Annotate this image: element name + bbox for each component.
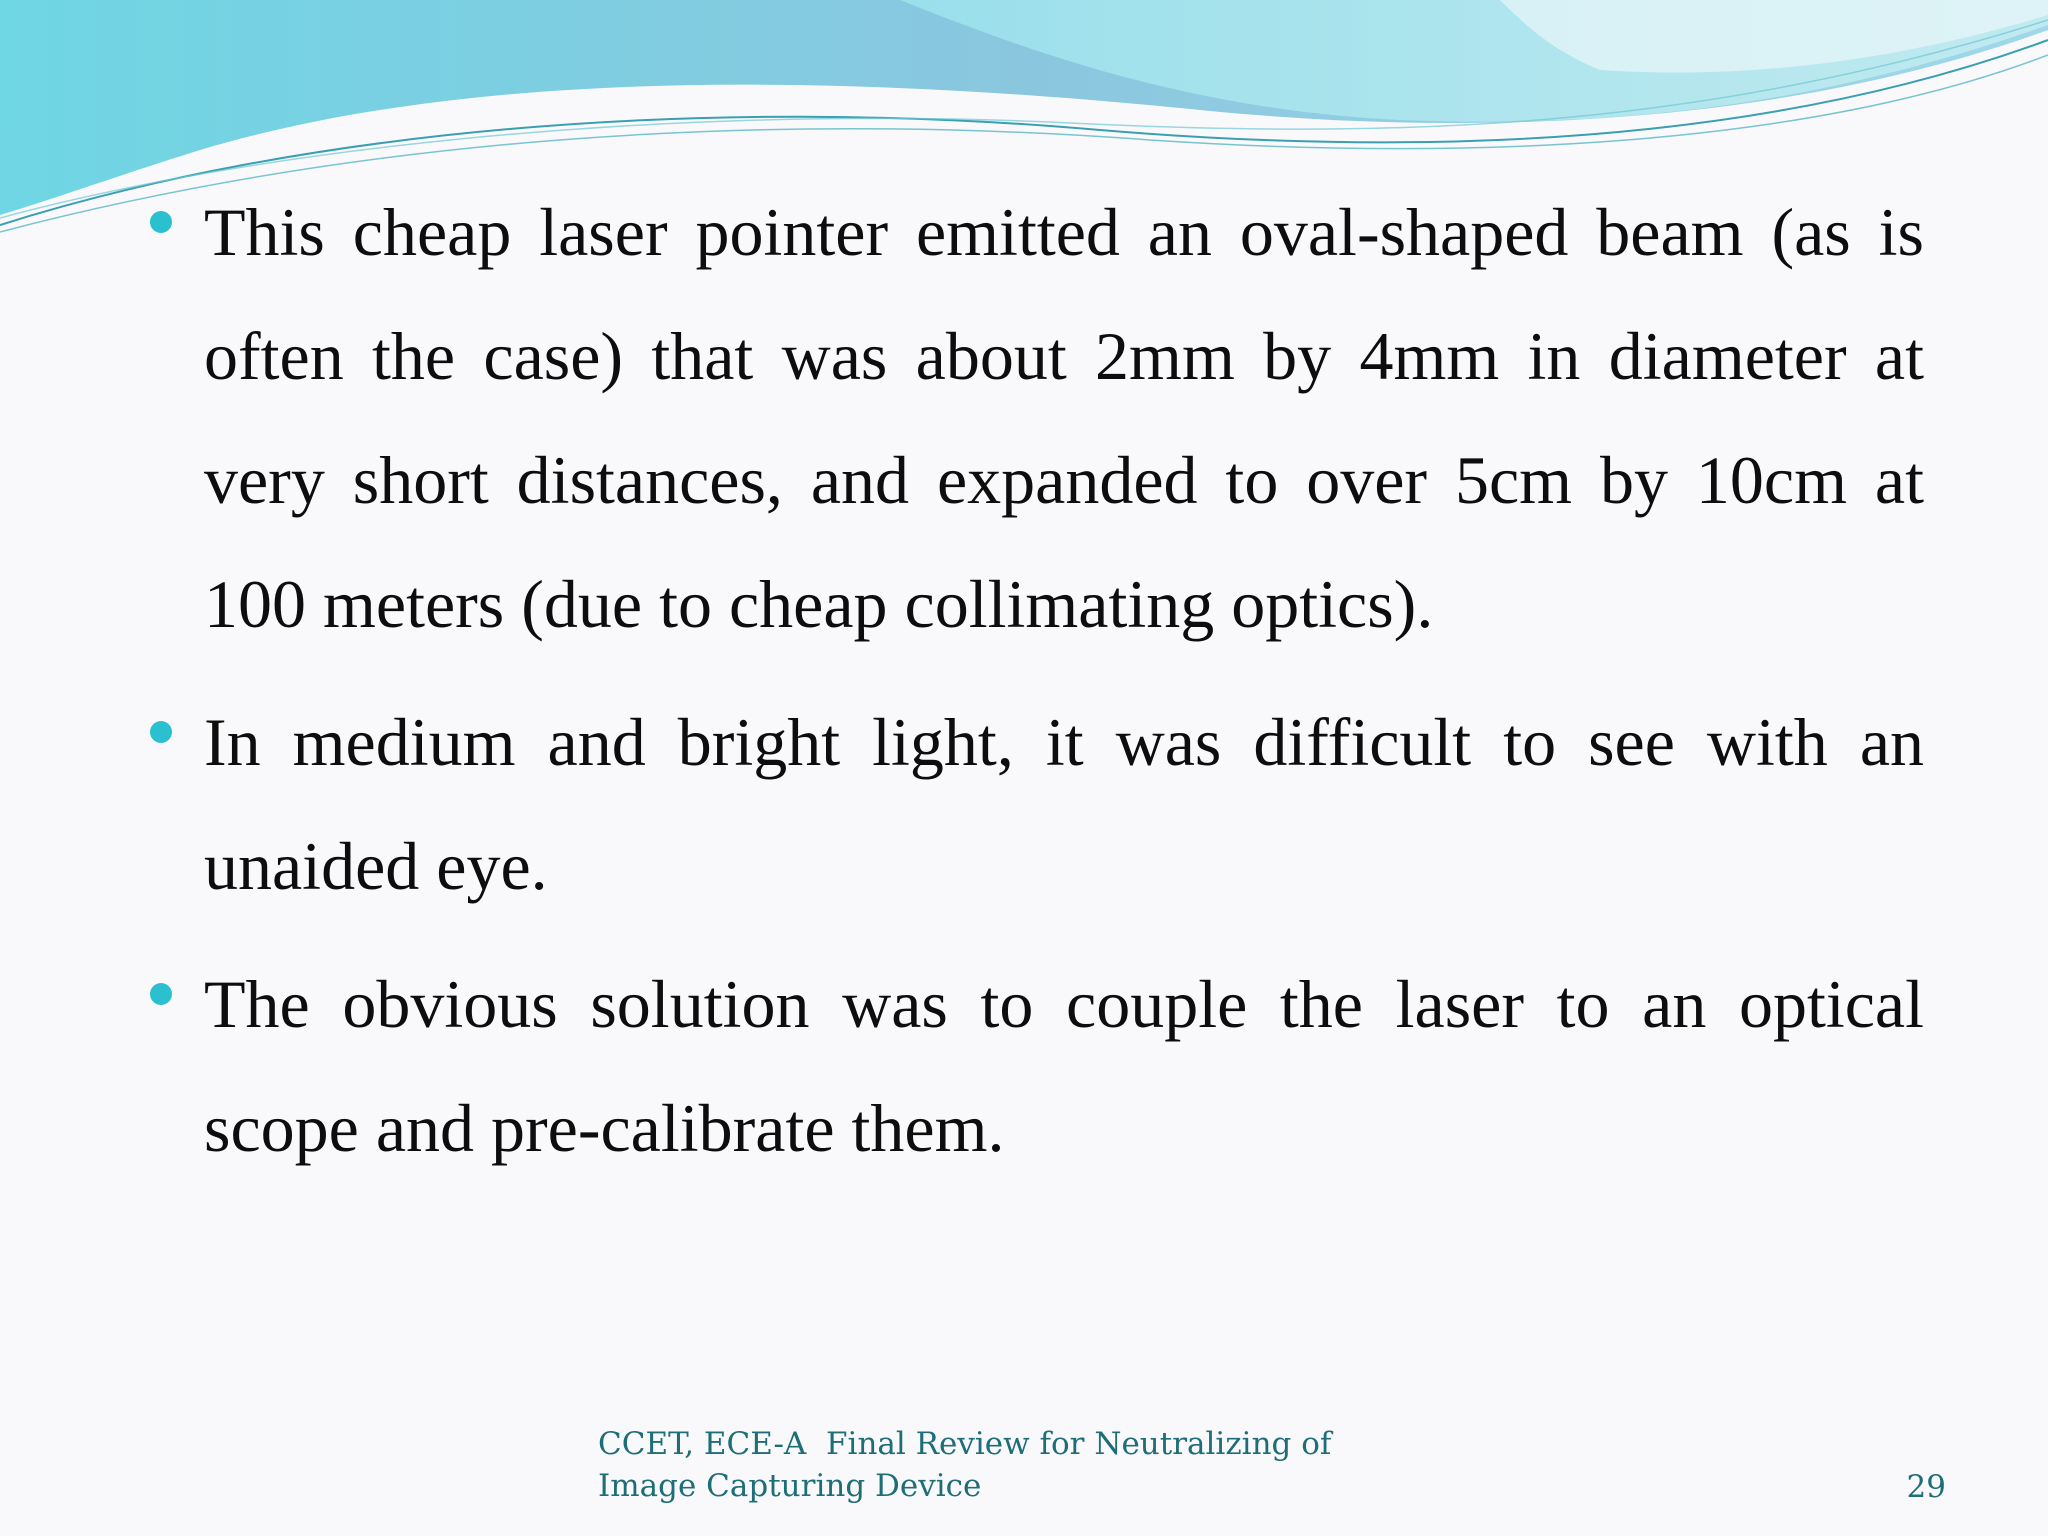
bullet-dot-icon — [150, 211, 172, 233]
bullet-text: This cheap laser pointer emitted an oval-shaped beam (as is often the case) that was about 2mm by 4mm in diameter at very short distances, and expanded to over 5cm by 10cm at 100 meters (due to cheap collimating optics). — [204, 194, 1924, 642]
page-number: 29 — [1906, 1469, 1946, 1505]
bullet-item — [138, 170, 1924, 666]
bullet-item — [138, 942, 1924, 1190]
bullet-text: The obvious solution was to couple the laser to an optical scope and pre-calibrate them. — [204, 966, 1924, 1166]
bullet-dot-icon — [150, 983, 172, 1005]
slide-footer — [598, 1423, 1358, 1507]
bullet-dot-icon — [150, 721, 172, 743]
bullet-item — [138, 680, 1924, 928]
bullet-list — [138, 170, 1924, 1204]
footer-line-1: CCET, ECE-A Final Review for Neutralizing of — [598, 1426, 1332, 1462]
bullet-text: In medium and bright light, it was difficult to see with an unaided eye. — [204, 704, 1924, 904]
footer-line-2: Image Capturing Device — [598, 1468, 982, 1504]
